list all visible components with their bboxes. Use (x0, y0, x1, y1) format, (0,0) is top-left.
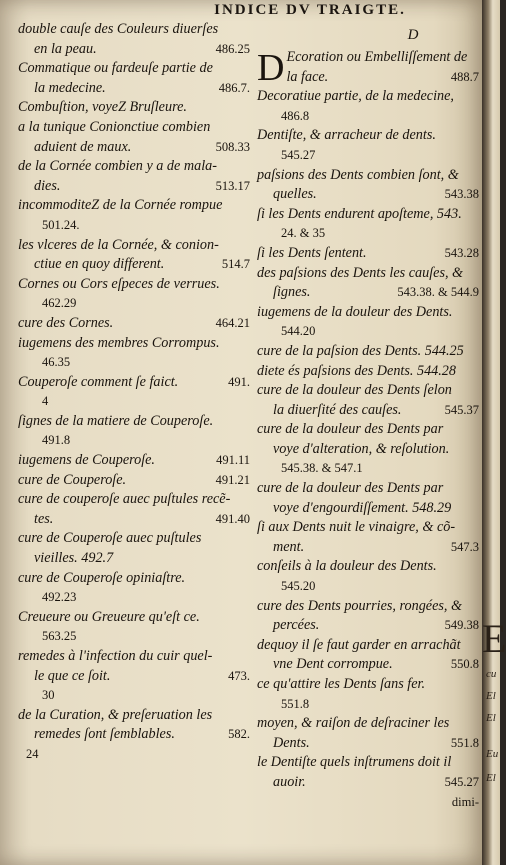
index-entry-line (18, 608, 250, 628)
entry-text: vne Dent corrompue. (273, 656, 393, 673)
facing-page-edge (482, 0, 506, 865)
index-entry-line (257, 342, 479, 362)
page-reference: 547.3 (450, 539, 479, 554)
entry-text: cure des Cornes. (18, 314, 114, 331)
index-entry-line (18, 706, 250, 726)
entry-text: cure de Couperoſe. (18, 471, 127, 488)
running-header: INDICE DV TRAIGTE. (214, 2, 406, 18)
entry-text: voye d'engourdiſſement. 548.29 (273, 499, 452, 516)
index-entry-line (257, 87, 479, 107)
entry-text: Decoratiue partie, de la medecine, (257, 88, 454, 105)
entry-text: cure de la douleur des Dents par (257, 421, 444, 438)
entry-text: dies. (34, 177, 61, 194)
entry-text: de la Cornée combien y a de mala- (18, 158, 217, 175)
index-entry-line (257, 283, 479, 303)
page-reference: 550.8 (450, 657, 479, 672)
entry-text: remedes ſont ſemblables. (34, 726, 175, 743)
index-entry-line (257, 773, 479, 793)
index-entry-line (18, 177, 250, 197)
entry-text: le Dentiſte quels inſtrumens doit il (257, 754, 452, 771)
index-entry-line (18, 157, 250, 177)
page-reference: 501.24. (42, 217, 80, 232)
index-entry-line (18, 314, 250, 334)
index-entry-line (257, 793, 479, 813)
entry-text: quelles. (273, 186, 317, 203)
section-letter: D (407, 27, 419, 43)
index-entry-line (18, 196, 250, 216)
page-reference: 543.38 (444, 187, 479, 202)
index-entry-line (18, 255, 250, 275)
index-entry-line (257, 597, 479, 617)
entry-text: conſeils à la douleur des Dents. (257, 558, 437, 575)
index-entry-line (18, 59, 250, 79)
index-entry-line (257, 107, 479, 127)
page-reference: 543.38. & 544.9 (397, 285, 479, 300)
index-entry-line (18, 353, 250, 373)
page-reference: 24 (26, 746, 39, 761)
index-entry-line (18, 529, 250, 549)
index-entry-line (257, 205, 479, 225)
index-entry-line (257, 577, 479, 597)
edge-letter: E (482, 616, 506, 661)
index-entry-line (257, 244, 479, 264)
index-entry-line (18, 118, 250, 138)
index-entry-line (18, 510, 250, 530)
index-entry-line (18, 392, 250, 412)
entry-text: ſi aux Dents nuit le vinaigre, & cõ- (257, 519, 456, 536)
entry-text: de la Curation, & preſeruation les (18, 706, 213, 723)
index-entry-line (257, 753, 479, 773)
index-entry-line (18, 667, 250, 687)
entry-text: a la tunique Conionctiue combien (18, 118, 211, 135)
page-reference: 514.7 (221, 257, 250, 272)
page-reference: 462.29 (42, 296, 77, 311)
index-entry-line (18, 294, 250, 314)
entry-text: la diuerſité des cauſes. (273, 401, 402, 418)
index-entry-line (18, 451, 250, 471)
page-reference: 545.27 (281, 147, 316, 162)
page-reference: 544.20 (281, 324, 316, 339)
index-entry-line (257, 146, 479, 166)
index-entry-line (257, 224, 479, 244)
entry-text: la medecine. (34, 79, 106, 96)
page-reference: 24. & 35 (281, 226, 326, 241)
page-reference: 563.25 (42, 629, 77, 644)
page-reference: 551.8 (281, 696, 310, 711)
entry-text: ſignes de la matiere de Couperoſe. (18, 412, 214, 429)
index-entry-line (257, 322, 479, 342)
page-reference: 513.17 (215, 178, 250, 193)
index-entry-line (18, 334, 250, 354)
index-entry-line (18, 549, 250, 569)
entry-text: iugemens de la douleur des Dents. (257, 303, 453, 320)
entry-text: le que ce ſoit. (34, 667, 111, 684)
entry-text: cure de la paſsion des Dents. 544.25 (257, 342, 464, 359)
edge-letter: cu (486, 668, 497, 680)
entry-text: Combuſtion, voyeZ Bruſleure. (18, 99, 187, 116)
page-reference: 486.25 (215, 41, 250, 56)
page-reference: 545.20 (281, 579, 316, 594)
page-reference: 582. (228, 727, 250, 742)
index-entry-line (18, 647, 250, 667)
index-entry-line: Ecoration ou Embelliſſement de (286, 49, 468, 65)
entry-text: Cornes ou Cors eſpeces de verrues. (18, 275, 220, 292)
entry-text: en la peau. (34, 40, 97, 57)
page-reference: dimi- (451, 794, 479, 809)
index-entry-line (257, 714, 479, 734)
index-entry-line (18, 216, 250, 236)
entry-text: Dentiſte, & arracheur de dents. (257, 127, 436, 144)
index-entry-line (18, 412, 250, 432)
page-reference: 545.37 (444, 402, 479, 417)
entry-text: dequoy il ſe faut garder en arrachãt (257, 636, 461, 653)
index-entry-line (257, 636, 479, 656)
edge-letter: El (486, 690, 496, 702)
index-entry-line (18, 686, 250, 706)
entry-text: cure des Dents pourries, rongées, & (257, 597, 463, 614)
index-entry-line (18, 490, 250, 510)
entry-text: des paſsions des Dents les cauſes, & (257, 264, 464, 281)
entry-text: ce qu'attire les Dents ſans fer. (257, 676, 426, 692)
entry-text: auoir. (273, 773, 306, 790)
index-entry-line (257, 655, 479, 675)
page-reference: 545.27 (444, 774, 479, 789)
entry-text: Couperoſe comment ſe faict. (18, 373, 179, 390)
page-reference: 492.23 (42, 590, 77, 605)
entry-text: double cauſe des Couleurs diuerſes (18, 21, 219, 37)
index-entry-line (257, 557, 479, 577)
entry-text: iugemens des membres Corrompus. (18, 334, 220, 351)
index-entry-line (257, 538, 479, 558)
index-entry-line (257, 420, 479, 440)
drop-cap: D (257, 47, 285, 89)
entry-text: ſi les Dents ſentent. (257, 244, 367, 261)
page-reference: 491.8 (42, 433, 71, 448)
page-reference: 486.8 (281, 108, 310, 123)
page-reference: 508.33 (215, 139, 250, 154)
index-entry-line (257, 381, 479, 401)
page-reference: 486.7. (218, 80, 250, 95)
entry-text: cure de la douleur des Dents ſelon (257, 382, 452, 399)
page-reference: 473. (228, 668, 250, 683)
entry-text: Creueure ou Greueure qu'eſt ce. (18, 608, 200, 625)
entry-text: ctiue en quoy different. (34, 256, 165, 273)
index-entry-line (257, 616, 479, 636)
index-entry-line (257, 362, 479, 382)
index-column-left (18, 20, 250, 765)
index-entry-line (18, 627, 250, 647)
index-entry-line (18, 40, 250, 60)
entry-text: percées. (273, 617, 320, 634)
index-entry-line (18, 79, 250, 99)
index-entry-line (18, 236, 250, 256)
index-entry-line (257, 185, 479, 205)
page-reference: 545.38. & 547.1 (281, 461, 363, 476)
entry-text: Commatique ou fardeuſe partie de (18, 60, 213, 77)
index-entry-line (257, 303, 479, 323)
entry-text: ment. (273, 538, 305, 555)
index-entry-line (18, 745, 250, 765)
entry-text: iugemens de Couperoſe. (18, 452, 155, 469)
entry-text: cure de Couperoſe auec puſtules (18, 530, 202, 547)
page-reference: 491.21 (215, 472, 250, 487)
index-entry-line (257, 401, 479, 421)
index-entry-line (18, 373, 250, 393)
page-reference: 46.35 (42, 355, 71, 370)
index-entry-line (257, 166, 479, 186)
entry-text: Dents. (273, 734, 310, 751)
entry-text: tes. (34, 510, 54, 527)
entry-text: cure de couperoſe auec puſtules recẽ- (18, 491, 231, 508)
edge-letter: El (486, 772, 496, 784)
index-entry-line (18, 588, 250, 608)
index-entry-line (257, 479, 479, 499)
entry-text: voye d'alteration, & reſolution. (273, 440, 450, 457)
index-entry-line (18, 98, 250, 118)
index-entry-line (257, 518, 479, 538)
page-reference: 543.28 (444, 245, 479, 260)
entry-text: diete és paſsions des Dents. 544.28 (257, 362, 456, 379)
index-entry-line (18, 431, 250, 451)
index-entry-line (18, 20, 250, 40)
index-column-right (257, 26, 479, 812)
page-reference: 491.40 (215, 511, 250, 526)
index-entry-decoration (257, 48, 479, 87)
index-entry-line (18, 138, 250, 158)
entry-text: remedes à l'infection du cuir quel- (18, 648, 213, 664)
entry-text: cure de la douleur des Dents par (257, 480, 444, 497)
page-reference: 551.8 (450, 735, 479, 750)
edge-letter: El (486, 712, 496, 724)
page-reference: 491.11 (216, 453, 250, 468)
index-entry-line (257, 264, 479, 284)
entry-text: les vlceres de la Cornée, & conion- (18, 236, 219, 253)
index-entry-line (18, 275, 250, 295)
index-entry-line (257, 440, 479, 460)
index-entry-line: la face. 488.7 (286, 68, 479, 85)
page-reference: 4 (42, 394, 49, 409)
index-entry-line (18, 471, 250, 491)
page-reference: 464.21 (215, 315, 250, 330)
index-entry-line (257, 499, 479, 519)
page-reference: 549.38 (444, 618, 479, 633)
entry-text: aduient de maux. (34, 138, 132, 155)
entry-text: ſi les Dents endurent apoſteme, 543. (257, 205, 462, 222)
entry-text: moyen, & raiſon de deſraciner les (257, 715, 450, 732)
page-reference: 491. (228, 374, 250, 389)
entry-text: cure de Couperoſe opiniaſtre. (18, 569, 186, 586)
edge-letter: Eu (486, 748, 499, 760)
index-entry-line (257, 126, 479, 146)
page-reference: 30 (42, 688, 55, 703)
index-entry-line (257, 675, 479, 695)
entry-text: vieilles. 492.7 (34, 550, 114, 567)
entry-text: paſsions des Dents combien ſont, & (257, 166, 459, 183)
entry-text: ſignes. (273, 284, 311, 301)
index-entry-line (18, 725, 250, 745)
index-entry-line (257, 695, 479, 715)
index-entry-line (18, 569, 250, 589)
index-entry-line (257, 734, 479, 754)
entry-text: incommoditeZ de la Cornée rompue (18, 197, 223, 214)
index-entry-line (257, 459, 479, 479)
